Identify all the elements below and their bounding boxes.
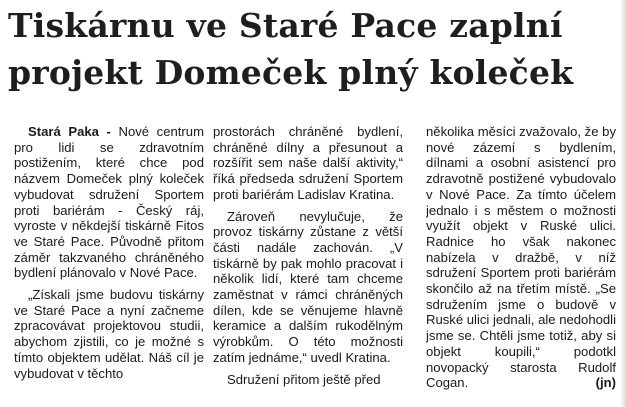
article-column-2 [213, 124, 403, 406]
paragraph-text: Nové centrum pro lidi se zdravotním postižením, které chce pod názvem Domeček plný koleček vybudovat sdružení Sportem proti bariérám - Český ráj, vyroste v někdejší tiskárně Fitos ve Staré Pace. Původně přitom záměr takzvaného chráněného bydlení plánovalo v Nové Pace. [14, 124, 204, 281]
dateline-place: Stará Paka - [28, 124, 111, 139]
article-paragraph: Zároveň nevylučuje, že provoz tiskárny zůstane z větší části nadále zachován. „V tiskárně by pak mohlo pracovat i několik lidí, které tam chceme zaměstnat v rámci chráněných dílen, kde se věnujeme hlavně keramice a dalším rukodělným výrobkům. O této možnosti zatím jednáme,“ uvedl Kratina. [213, 208, 403, 365]
article-paragraph: prostorách chráněné bydlení, chráněné dílny a přesunout a rozšířit sem naše další aktivity,“ říká předseda sdružení Sportem proti bariérám Ladislav Kratina. [213, 124, 403, 202]
article-paragraph: „Získali jsme budovu tiskárny ve Staré Pace a nyní začneme zpracovávat projektovou studii, abychom zjistili, co je možné s tímto objektem udělat. Náš cíl je vybudovat v těchto [14, 287, 204, 381]
page-edge-shadow [620, 0, 626, 407]
article-paragraph [14, 124, 204, 281]
article-paragraph [426, 124, 616, 391]
article-column-1 [14, 124, 204, 406]
article-column-3 [426, 124, 616, 406]
paragraph-text: několika měsíci zvažovalo, že by nové zázemí s bydlením, dílnami a osobní asistencí pro zdravotně postižené vybudovalo v Nové Pace. Za tímto účelem jednalo i s městem o možnosti využít objekt v Ruské ulici. Radnice ho však nakonec nabízela v dražbě, v níž sdružení Sportem proti bariérám skončilo až na třetím místě. „Se sdružením jsme o budově v Ruské ulici jednali, ale nedohodli jsme se. Chtěli jsme totiž, aby si objekt koupili,“ podotkl novopacký starosta Rudolf Cogan. [426, 124, 616, 391]
article-paragraph: Sdružení přitom ještě před [227, 371, 381, 387]
article-headline: Tiskárnu ve Staré Pace zaplní projekt Domeček plný koleček [8, 6, 574, 92]
author-signature: (jn) [595, 375, 616, 391]
